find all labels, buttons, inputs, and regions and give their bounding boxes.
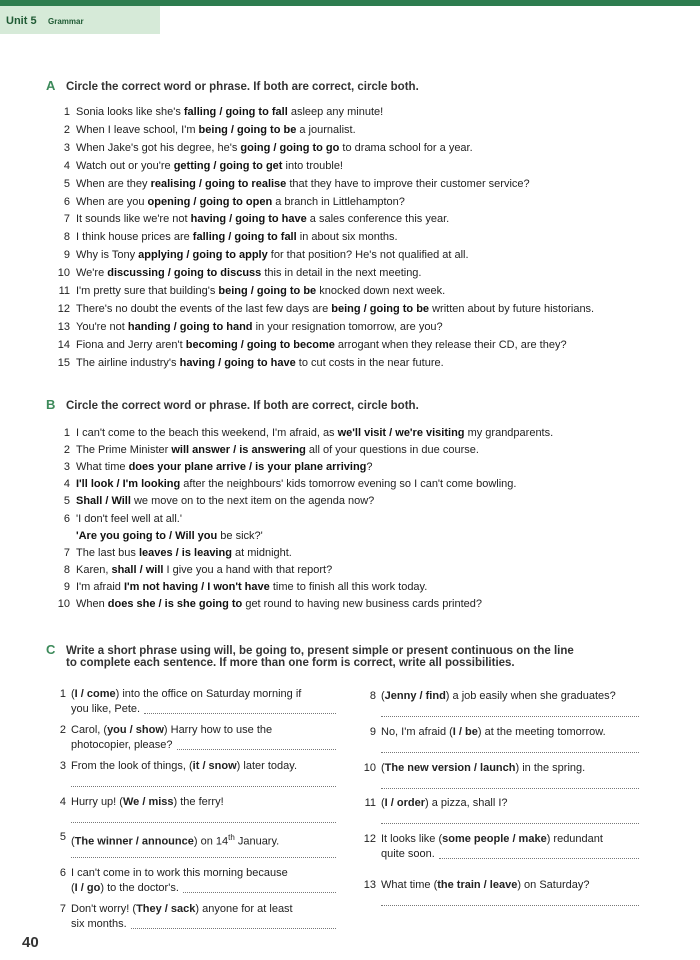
item-line-1	[381, 689, 616, 704]
exercise-item	[50, 795, 350, 829]
item-text: for that position? He's not qualified at all.	[267, 249, 469, 262]
section-instruction: Circle the correct word or phrase. If both are correct, circle both.	[66, 400, 419, 412]
item-text: asleep any minute!	[287, 106, 384, 118]
item-options: falling / going to fall	[192, 231, 297, 244]
exercise-item	[360, 761, 660, 795]
answer-line[interactable]	[144, 713, 336, 714]
item-text: When I leave school, I'm	[76, 123, 199, 136]
item-options: getting / going to get	[173, 159, 283, 172]
item-options: having / going to have	[179, 356, 296, 369]
item-options: some people / make	[442, 833, 547, 845]
item-options: leaves / is leaving	[138, 546, 232, 559]
exercise-item	[360, 689, 660, 723]
item-options: being / going to be	[331, 302, 430, 315]
item-text: ) in the spring.	[515, 762, 586, 774]
ordinal-suffix: th	[228, 833, 235, 842]
item-text: No, I'm afraid (	[381, 726, 453, 738]
item-number: 4	[59, 796, 66, 808]
item-line-1	[381, 725, 606, 740]
item-text: ) a job easily when she graduates?	[445, 690, 616, 702]
item-number: 3	[63, 461, 70, 474]
item-number: 6	[63, 195, 70, 208]
exercise-item	[50, 528, 263, 546]
section-c-heading	[46, 642, 574, 657]
item-text: You're not	[76, 320, 128, 333]
item-text: I can't come in to work this morning because	[71, 867, 288, 879]
section-instruction-line1: Write a short phrase using will, be going to, present simple or present continuous on the line	[66, 645, 574, 657]
item-text: ) on Saturday?	[517, 879, 590, 891]
exercise-item	[50, 562, 332, 580]
item-options: 'Are you going to / Will you	[76, 529, 218, 542]
item-text: January.	[234, 835, 280, 848]
item-text: When are they	[76, 177, 151, 190]
exercise-item	[360, 725, 660, 759]
item-options: going / going to go	[240, 141, 340, 154]
item-line-2	[381, 847, 435, 862]
item-options: They / sack	[136, 903, 196, 915]
item-options: being / going to be	[218, 285, 317, 297]
exercise-item	[50, 283, 445, 301]
exercise-item	[50, 425, 553, 443]
item-text: ) Harry how to use the	[163, 724, 273, 736]
item-number: 13	[363, 879, 376, 891]
item-text: this in detail in the next meeting.	[261, 267, 422, 280]
exercise-item	[50, 158, 343, 176]
item-number: 10	[57, 267, 70, 280]
item-text: The Prime Minister	[76, 444, 172, 457]
item-options: We / miss	[122, 796, 174, 808]
item-text: Watch out or you're	[76, 159, 174, 172]
item-text: I can't come to the beach this weekend, I'm afraid, as	[76, 427, 338, 439]
answer-line[interactable]	[177, 749, 336, 750]
exercise-item	[50, 319, 443, 337]
exercise-item	[50, 459, 373, 477]
exercise-item	[50, 476, 516, 494]
item-text: There's no doubt the events of the last few days are	[76, 302, 332, 315]
item-line-1	[381, 878, 589, 893]
item-number: 4	[63, 159, 70, 172]
answer-line[interactable]	[381, 905, 639, 906]
item-number: 6	[63, 512, 70, 525]
item-number: 10	[57, 598, 70, 610]
item-text: written about by future historians.	[429, 302, 595, 315]
item-options: shall / will	[111, 563, 164, 576]
item-number: 12	[363, 833, 376, 845]
item-number: 1	[63, 106, 70, 118]
item-text: into trouble!	[282, 159, 343, 172]
item-options: handing / going to hand	[127, 320, 253, 333]
item-options: having / going to have	[190, 213, 307, 226]
item-number: 5	[63, 177, 70, 190]
item-text: Karen,	[76, 563, 112, 576]
item-text: Fiona and Jerry aren't	[76, 338, 186, 351]
item-text: my grandparents.	[464, 427, 554, 439]
item-line-1	[71, 759, 297, 774]
item-number: 15	[57, 356, 70, 369]
item-number: 5	[59, 831, 66, 843]
item-options: realising / going to realise	[150, 177, 287, 190]
item-text: photocopier, please?	[71, 739, 173, 751]
exercise-item	[50, 759, 350, 793]
item-text: When Jake's got his degree, he's	[76, 141, 241, 154]
item-line-1	[71, 723, 272, 738]
item-text: knocked down next week.	[316, 285, 446, 297]
answer-line[interactable]	[381, 752, 639, 753]
exercise-item	[50, 687, 350, 721]
item-text: a sales conference this year.	[306, 213, 450, 226]
item-line-1	[381, 832, 603, 847]
item-options: The new version / launch	[384, 762, 516, 774]
item-options: The winner / announce	[74, 835, 194, 848]
item-text: ) into the office on Saturday morning if	[115, 688, 302, 700]
item-number: 2	[63, 444, 70, 457]
item-text: get round to having new business cards printed?	[242, 598, 482, 610]
item-number: 5	[63, 495, 70, 508]
item-number: 10	[363, 762, 376, 774]
item-options: I / come	[74, 688, 116, 700]
exercise-item	[50, 337, 567, 355]
exercise-item	[50, 830, 350, 864]
item-text: ?	[366, 461, 373, 474]
exercise-item	[50, 104, 383, 122]
item-line-1	[381, 796, 508, 811]
exercise-item	[50, 902, 350, 936]
item-text: six months.	[71, 918, 127, 930]
item-options: I'll look / I'm looking	[76, 478, 181, 491]
unit-tab	[0, 6, 160, 34]
answer-line[interactable]	[131, 928, 336, 929]
item-number: 7	[63, 213, 70, 226]
item-text: (	[381, 690, 385, 702]
item-number: 11	[58, 285, 70, 297]
item-line-1	[71, 902, 293, 917]
section-a-heading	[46, 78, 419, 93]
exercise-item	[50, 442, 479, 460]
item-number: 3	[59, 760, 66, 772]
exercise-item	[50, 723, 350, 757]
answer-line[interactable]	[439, 858, 639, 859]
item-text: all of your questions in due course.	[305, 444, 479, 457]
item-text: ) at the meeting tomorrow.	[477, 726, 606, 738]
answer-line[interactable]	[71, 857, 336, 858]
item-text: (	[71, 882, 75, 894]
item-line-2	[71, 738, 173, 753]
item-text: I give you a hand with that report?	[163, 563, 333, 576]
item-number: 8	[63, 563, 70, 576]
item-text: I'm pretty sure that building's	[76, 285, 219, 297]
item-options: we'll visit / we're visiting	[337, 427, 465, 439]
item-text: you like, Pete.	[71, 703, 141, 715]
section-letter: A	[46, 78, 56, 93]
exercise-item	[50, 301, 594, 319]
item-text: (	[381, 762, 385, 774]
item-text: ) anyone for at least	[195, 903, 293, 915]
item-number: 11	[364, 797, 376, 809]
section-letter: C	[46, 642, 56, 657]
item-text: I think house prices are	[76, 231, 193, 244]
exercise-item	[50, 355, 444, 373]
item-text: ) the ferry!	[173, 796, 224, 808]
exercise-item	[50, 122, 356, 140]
answer-line[interactable]	[183, 892, 336, 893]
topic-label: Grammar	[48, 17, 84, 26]
item-options: you / show	[107, 724, 164, 736]
item-line-1	[381, 761, 585, 776]
item-text: be sick?'	[217, 529, 263, 542]
item-text: Sonia looks like she's	[76, 106, 184, 118]
item-text: 'I don't feel well at all.'	[76, 512, 182, 525]
item-options: becoming / going to become	[185, 338, 335, 351]
item-text: at midnight.	[231, 546, 292, 559]
item-line-2	[71, 917, 127, 932]
item-options: applying / going to apply	[138, 249, 268, 262]
item-number: 9	[63, 580, 70, 593]
section-letter: B	[46, 397, 56, 412]
item-text: in about six months.	[296, 231, 398, 244]
item-line-1	[71, 795, 224, 810]
answer-line[interactable]	[381, 788, 639, 789]
exercise-item	[50, 265, 422, 283]
item-text: When are you	[76, 195, 148, 208]
item-options: does your plane arrive / is your plane arriving	[128, 461, 367, 474]
exercise-item	[50, 229, 398, 247]
item-options: I / be	[452, 726, 478, 738]
answer-line[interactable]	[71, 786, 336, 787]
item-options: discussing / going to discuss	[107, 267, 262, 280]
item-text: We're	[76, 267, 108, 280]
exercise-item	[50, 545, 292, 563]
exercise-item	[50, 140, 473, 158]
item-options: I'm not having / I won't have	[123, 580, 270, 593]
item-text: that they have to improve their customer service?	[286, 177, 530, 190]
exercise-item	[50, 579, 427, 597]
item-text: time to finish all this work today.	[269, 580, 428, 593]
item-line-1	[71, 830, 279, 850]
item-text: ) redundant	[546, 833, 603, 845]
answer-line[interactable]	[71, 822, 336, 823]
item-text: (	[71, 688, 75, 700]
item-text: It sounds like we're not	[76, 213, 191, 226]
exercise-item	[50, 211, 449, 229]
item-text: Hurry up! (	[71, 796, 123, 808]
item-text: The airline industry's	[76, 356, 180, 369]
item-line-1	[71, 687, 301, 702]
item-text: ) later today.	[236, 760, 297, 772]
item-text: ) to the doctor's.	[100, 882, 179, 894]
item-number: 13	[57, 320, 70, 333]
item-options: will answer / is answering	[171, 444, 306, 457]
item-text: Carol, (	[71, 724, 108, 736]
exercise-item	[50, 493, 374, 511]
unit-label: Unit 5	[6, 15, 37, 27]
item-number: 3	[63, 141, 70, 154]
item-number: 9	[63, 249, 70, 262]
exercise-item	[50, 176, 530, 194]
exercise-item	[50, 596, 482, 614]
item-text: (	[381, 797, 385, 809]
item-text: after the neighbours' kids tomorrow evening so I can't come bowling.	[180, 478, 517, 491]
item-text: ) on 14	[193, 835, 229, 848]
item-text: What time (	[381, 879, 438, 891]
item-text: to drama school for a year.	[339, 141, 473, 154]
item-text: It looks like (	[381, 833, 443, 845]
item-text: a journalist.	[296, 123, 356, 136]
item-text: The last bus	[76, 546, 139, 559]
item-number: 14	[57, 338, 70, 351]
item-text: we move on to the next item on the agenda now?	[130, 495, 375, 508]
exercise-item	[360, 796, 660, 830]
item-options: I / order	[384, 797, 426, 809]
item-line-2	[71, 881, 179, 896]
item-options: Jenny / find	[384, 690, 446, 702]
item-number: 9	[369, 726, 376, 738]
item-text: What time	[76, 461, 129, 474]
item-number: 4	[63, 478, 70, 491]
exercise-item	[50, 511, 182, 529]
item-text: From the look of things, (	[71, 760, 193, 772]
answer-line[interactable]	[381, 716, 639, 717]
item-text: in your resignation tomorrow, are you?	[252, 320, 443, 333]
exercise-item	[50, 247, 469, 265]
item-text: quite soon.	[381, 848, 435, 860]
item-number: 1	[63, 427, 70, 439]
section-c-heading-line2	[66, 657, 515, 669]
item-number: 2	[59, 724, 66, 736]
item-text: arrogant when they release their CD, are they?	[334, 338, 567, 351]
section-instruction: Circle the correct word or phrase. If both are correct, circle both.	[66, 81, 419, 93]
item-options: being / going to be	[198, 123, 297, 136]
exercise-item	[360, 832, 660, 866]
item-text: Don't worry! (	[71, 903, 137, 915]
item-text: to cut costs in the near future.	[295, 356, 444, 369]
exercise-item	[360, 878, 660, 912]
item-number: 8	[63, 231, 70, 244]
item-text: When	[76, 598, 108, 610]
item-line-1	[71, 866, 288, 881]
item-options: the train / leave	[437, 879, 518, 891]
item-number: 8	[369, 690, 376, 702]
section-instruction-line2: to complete each sentence. If more than one form is correct, write all possibilities.	[66, 657, 515, 669]
item-line-2	[71, 702, 140, 717]
item-number: 1	[59, 688, 66, 700]
item-number: 7	[59, 903, 66, 915]
item-number: 2	[63, 123, 70, 136]
section-b-heading	[46, 397, 419, 412]
answer-line[interactable]	[381, 823, 639, 824]
item-options: does she / is she going to	[107, 598, 243, 610]
page-number: 40	[22, 934, 39, 951]
item-number: 6	[59, 867, 66, 879]
item-options: it / snow	[192, 760, 237, 772]
item-text: Why is Tony	[76, 249, 139, 262]
item-number: 12	[57, 302, 70, 315]
item-options: falling / going to fall	[183, 106, 288, 118]
item-text: (	[71, 835, 75, 848]
exercise-item	[50, 866, 350, 900]
item-text: a branch in Littlehampton?	[272, 195, 405, 208]
item-options: I / go	[74, 882, 101, 894]
item-options: opening / going to open	[147, 195, 273, 208]
item-options: Shall / Will	[76, 495, 131, 508]
exercise-item	[50, 194, 405, 212]
item-number: 7	[63, 546, 70, 559]
item-text: ) a pizza, shall I?	[425, 797, 508, 809]
item-text: I'm afraid	[76, 580, 124, 593]
